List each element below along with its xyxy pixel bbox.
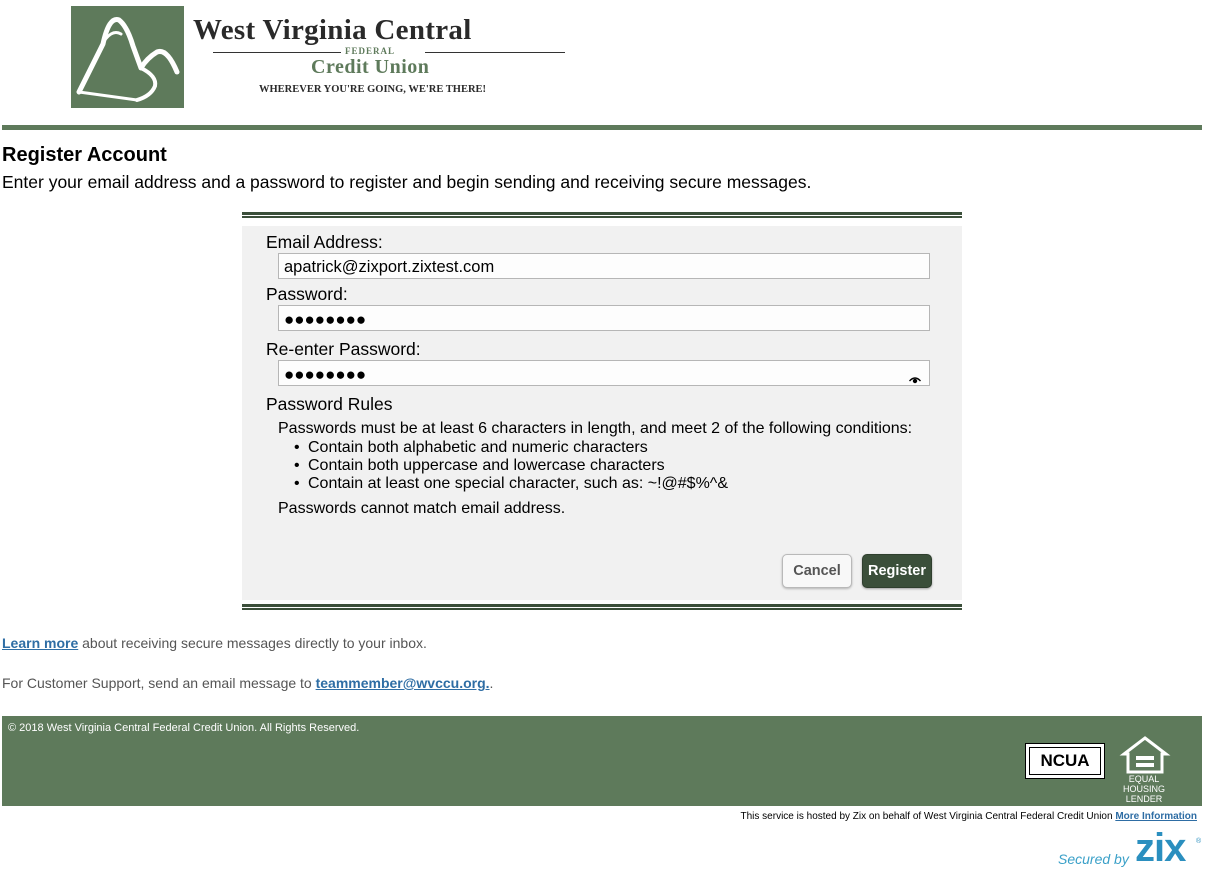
- equal-housing-text: EQUAL HOUSING LENDER: [1122, 774, 1165, 804]
- logo-rule-left: [213, 52, 341, 53]
- form-bottom-rule: [242, 604, 962, 610]
- reenter-password-field[interactable]: [278, 360, 930, 386]
- list-item: • Contain both uppercase and lowercase characters: [294, 457, 665, 474]
- ncua-text: NCUA: [1029, 747, 1101, 775]
- brand-logo: [71, 6, 571, 108]
- mountain-logo-icon: [71, 6, 184, 108]
- logo-name: West Virginia Central: [193, 14, 472, 46]
- zix-logo: zix: [1135, 826, 1186, 870]
- footer: [2, 716, 1202, 806]
- password-label: Password:: [266, 284, 348, 304]
- password-rules-intro: Passwords must be at least 6 characters in length, and meet 2 of the following conditions:: [278, 420, 913, 437]
- ncua-logo: [1025, 743, 1105, 779]
- logo-tagline: WHEREVER YOU'RE GOING, WE'RE THERE!: [259, 84, 487, 95]
- support-line: For Customer Support, send an email message to teammember@wvccu.org..: [2, 675, 494, 691]
- header-divider: [2, 125, 1202, 130]
- register-button[interactable]: Register: [862, 554, 932, 588]
- password-field[interactable]: ●●●●●●●●: [278, 305, 930, 331]
- register-form: [242, 226, 962, 600]
- page-title: Register Account: [2, 144, 167, 166]
- support-email-link[interactable]: teammember@wvccu.org.: [315, 675, 490, 691]
- password-rules-list: [294, 439, 728, 493]
- hosted-by-text: This service is hosted by Zix on behalf of West Virginia Central Federal Credit Union More Information: [740, 811, 1197, 822]
- email-label: Email Address:: [266, 232, 383, 252]
- learn-more-link[interactable]: Learn more: [2, 635, 79, 651]
- reenter-password-label: Re-enter Password:: [266, 339, 421, 359]
- learn-more-line: Learn more about receiving secure messages directly to your inbox.: [2, 635, 427, 651]
- list-item: • Contain at least one special character, such as: ~!@#$%^&: [294, 475, 728, 492]
- page-description: Enter your email address and a password to register and begin sending and receiving secure messages.: [2, 172, 812, 192]
- password-rules-title: Password Rules: [266, 394, 393, 414]
- cancel-button[interactable]: Cancel: [782, 554, 852, 588]
- list-item: • Contain both alphabetic and numeric characters: [294, 439, 648, 456]
- registered-mark: ®: [1196, 838, 1202, 845]
- email-field[interactable]: apatrick@zixport.zixtest.com: [278, 253, 930, 279]
- reenter-password-value: ●●●●●●●●: [284, 365, 367, 384]
- logo-rule-right: [425, 52, 565, 53]
- logo-credit-union: Credit Union: [311, 56, 430, 78]
- secured-by-text: Secured by: [1058, 851, 1129, 867]
- copyright: © 2018 West Virginia Central Federal Credit Union. All Rights Reserved.: [8, 722, 360, 734]
- more-information-link[interactable]: More Information: [1115, 811, 1197, 822]
- password-rules-note: Passwords cannot match email address.: [278, 500, 566, 517]
- form-top-rule: [242, 212, 962, 218]
- eye-icon[interactable]: [909, 369, 921, 377]
- logo-federal: FEDERAL: [345, 46, 396, 56]
